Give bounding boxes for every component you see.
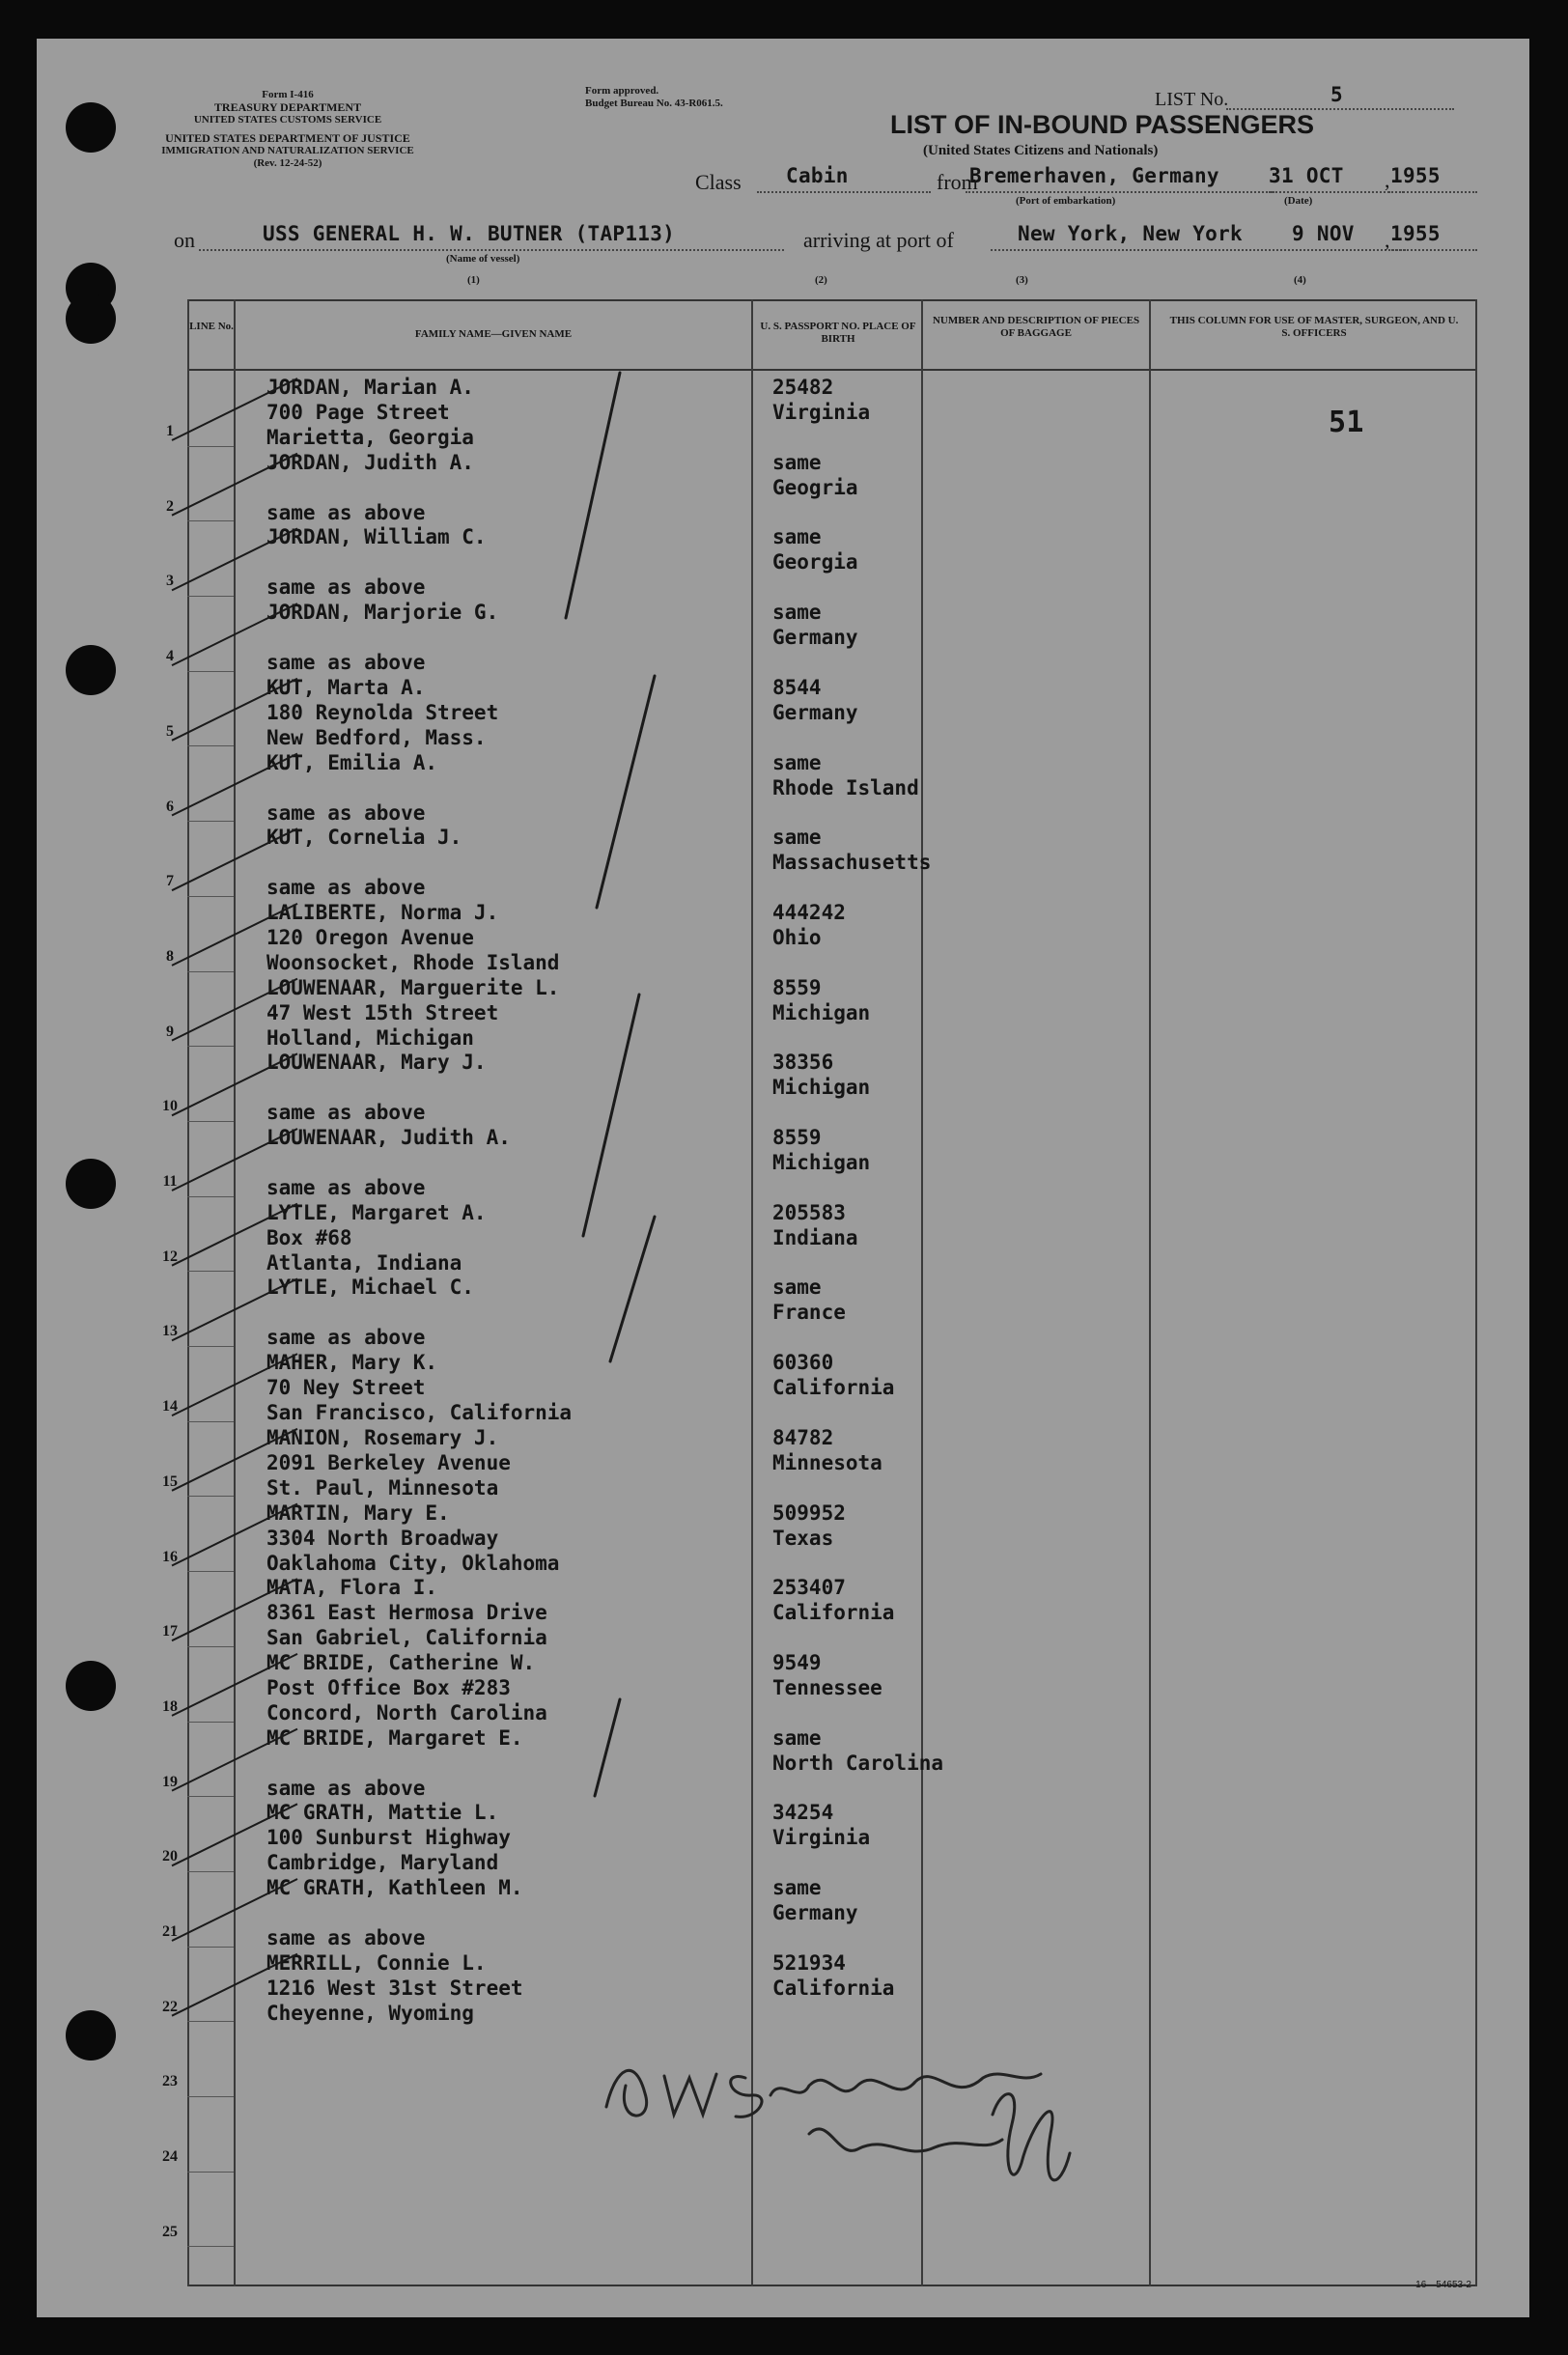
handwritten-marks bbox=[37, 39, 1529, 2317]
header-officers: THIS COLUMN FOR USE OF MASTER, SURGEON, AND U. S. OFFICERS bbox=[1169, 315, 1459, 339]
class-value: Cabin bbox=[786, 164, 849, 187]
place-of-birth: Minnesota bbox=[772, 1450, 882, 1474]
line-number: 20 bbox=[162, 1848, 178, 1865]
passport-number: 444242 bbox=[772, 900, 846, 924]
place-of-birth: Germany bbox=[772, 1901, 858, 1924]
arrival-port: New York, New York bbox=[1018, 222, 1243, 245]
passenger-name: MC BRIDE, Margaret E. bbox=[266, 1725, 523, 1750]
passport-number: 84782 bbox=[772, 1425, 834, 1449]
header-passport: U. S. PASSPORT NO. PLACE OF BIRTH bbox=[760, 321, 916, 345]
passenger-name: MC BRIDE, Catherine W. bbox=[266, 1650, 536, 1674]
place-of-birth: Virginia bbox=[772, 401, 871, 424]
page-subtitle: (United States Citizens and Nationals) bbox=[923, 143, 1159, 158]
line-number: 22 bbox=[162, 1998, 178, 2015]
vessel-caption: (Name of vessel) bbox=[446, 253, 520, 265]
tally-stroke bbox=[595, 1699, 620, 1796]
passenger-address: same as above bbox=[266, 651, 426, 675]
passenger-address: 120 Oregon Avenue bbox=[266, 925, 474, 949]
passenger-name: MARTIN, Mary E. bbox=[266, 1500, 450, 1525]
passenger-name: MERRILL, Connie L. bbox=[266, 1950, 487, 1975]
form-agency-block: Form I-416 TREASURY DEPARTMENT UNITED STATES CUSTOMS SERVICE UNITED STATES DEPARTMENT OF JUSTICE IMMIGRATION AND NATURALIZATION SERVICE (Rev. 12-24-52) bbox=[161, 89, 414, 169]
date-caption: (Date) bbox=[1284, 195, 1313, 207]
passport-number: 509952 bbox=[772, 1500, 846, 1525]
passport-number: 60360 bbox=[772, 1351, 834, 1375]
passenger-address: 180 Reynolda Street bbox=[266, 700, 499, 724]
passport-number: 205583 bbox=[772, 1200, 846, 1224]
line-number: 23 bbox=[162, 2073, 178, 2090]
passenger-list-sheet: Form I-416 TREASURY DEPARTMENT UNITED STATES CUSTOMS SERVICE UNITED STATES DEPARTMENT OF JUSTICE IMMIGRATION AND NATURALIZATION SERVICE (Rev. 12-24-52) Form approved. Budget Bureau No. 43-R061.5. LIST No. 5 LIST OF IN-BOUND PASSENGERS (United States Citizens and Nationals) Class Cabin from Bremerhaven, Germany 31 OCT , 1955 (Port of embarkation) (Date) on USS GENERAL H. W. BUTNER (TAP113) (Name of vessel) arriving at port of New York, New York 9 NOV , 1955 (1) (2) (3) (4) LINE No. FAMILY NAME—GIVEN NAME U. S. PASSPORT NO. PLACE OF BIRTH NUMBER AND DESCRIPTION OF PIECES OF BAGGAGE THIS COLUMN FOR USE OF MASTER, SURGEON, AND U. S. OFFICERS 51 1 JORDAN, Marian A. 700 Page Street Marietta, Georgia 25482 Virginia 2 JORDAN, Judith A. same as above same Geogria 3 JORDAN, William C. same as above same Georgia 4 JORDAN, Marjorie G. same as above same Germany 5 KUT, Marta A. 180 Reynolda Street New Bedford, Mass. 8544 Germany 6 KUT, Emilia A. same as above same Rhode Island 7 KUT, Cornelia J. same as above same Massachusetts 8 LALIBERTE, Norma J. 120 Oregon Avenue Woonsocket, Rhode Island 444242 Ohio 9 LOUWENAAR, Marguerite L. 47 West 15th Street Holland, Michigan 8559 Michigan 10 LOUWENAAR, Mary J. same as above 38356 Michigan 11 LOUWENAAR, Judith A. same as above 8559 Michigan 12 LYTLE, Margaret A. Box #68 Atlanta, Indiana 205583 Indiana 13 LYTLE, Michael C. same as above same France 14 MAHER, Mary K. 70 Ney Street San Francisco, California 60360 California 15 MANION, Rosemary J. 2091 Berkeley Avenue St. Paul, Minnesota 84782 Minnesota 16 MARTIN, Mary E. 3304 North Broadway Oaklahoma City, Oklahoma 509952 Texas 17 MATA, Flora I. 8361 East Hermosa Drive San Gabriel, California 253407 California 18 MC BRIDE, Catherine W. Post Office Box #283 Concord, North Carolina 9549 Tennessee 19 MC BRIDE, Margaret E. same as above same North Carolina 20 MC GRATH, Mattie L. 100 Sunburst Highway Cambridge, Maryland 34254 Virginia 21 MC GRATH, Kathleen M. same as above same Germany 22 MERRILL, Connie L. 1216 West 31st Street Cheyenne, Wyoming 521934 California 23 24 25 16—54653-2 bbox=[37, 39, 1529, 2317]
passenger-name: LOUWENAAR, Marguerite L. bbox=[266, 975, 560, 999]
passenger-name: JORDAN, Judith A. bbox=[266, 450, 474, 474]
col-num-4: (4) bbox=[1294, 274, 1306, 286]
line-number: 25 bbox=[162, 2223, 178, 2240]
on-label: on bbox=[174, 228, 195, 252]
passenger-address: 1216 West 31st Street bbox=[266, 1976, 523, 2000]
passenger-name: MATA, Flora I. bbox=[266, 1576, 438, 1600]
passenger-address: 700 Page Street bbox=[266, 401, 450, 424]
passport-number: same bbox=[772, 750, 822, 774]
line-number: 3 bbox=[166, 573, 174, 590]
passport-number: 253407 bbox=[772, 1576, 846, 1600]
passenger-address: 3304 North Broadway bbox=[266, 1526, 499, 1550]
form-approved-note: Form approved. Budget Bureau No. 43-R061.5. bbox=[585, 85, 723, 109]
from-label: from bbox=[937, 170, 978, 194]
signature bbox=[606, 2070, 1070, 2180]
passenger-name: KUT, Marta A. bbox=[266, 675, 426, 699]
col-num-3: (3) bbox=[1016, 274, 1028, 286]
passport-number: same bbox=[772, 826, 822, 850]
footer-code: 16—54653-2 bbox=[1415, 2280, 1471, 2290]
passenger-address: Woonsocket, Rhode Island bbox=[266, 950, 560, 974]
tally-stroke bbox=[597, 676, 655, 908]
passenger-address: 100 Sunburst Highway bbox=[266, 1826, 511, 1850]
passenger-address: 2091 Berkeley Avenue bbox=[266, 1450, 511, 1474]
line-number: 5 bbox=[166, 722, 174, 740]
tally-stroke bbox=[583, 995, 639, 1236]
passport-number: 8559 bbox=[772, 1126, 822, 1149]
place-of-birth: North Carolina bbox=[772, 1751, 944, 1775]
passenger-address: Concord, North Carolina bbox=[266, 1700, 547, 1724]
line-number: 24 bbox=[162, 2148, 178, 2166]
passenger-address: San Gabriel, California bbox=[266, 1626, 547, 1650]
passenger-address: Holland, Michigan bbox=[266, 1025, 474, 1050]
place-of-birth: Tennessee bbox=[772, 1675, 882, 1699]
passport-number: same bbox=[772, 1876, 822, 1899]
class-label: Class bbox=[695, 170, 742, 194]
header-name: FAMILY NAME—GIVEN NAME bbox=[414, 328, 573, 340]
passenger-address: New Bedford, Mass. bbox=[266, 725, 487, 749]
place-of-birth: California bbox=[772, 1601, 895, 1625]
passenger-name: LALIBERTE, Norma J. bbox=[266, 900, 499, 924]
check-mark-strokes bbox=[172, 378, 297, 2016]
passport-number: 8559 bbox=[772, 975, 822, 999]
line-number: 14 bbox=[162, 1398, 178, 1416]
passport-number: 34254 bbox=[772, 1801, 834, 1825]
passenger-name: JORDAN, Marian A. bbox=[266, 376, 474, 399]
passenger-name: JORDAN, William C. bbox=[266, 525, 487, 549]
embarkation-year: 1955 bbox=[1390, 164, 1441, 187]
place-of-birth: France bbox=[772, 1301, 846, 1325]
passenger-name: LYTLE, Michael C. bbox=[266, 1276, 474, 1300]
passenger-name: KUT, Cornelia J. bbox=[266, 826, 462, 850]
passport-number: same bbox=[772, 1725, 822, 1750]
officer-note-count: 51 bbox=[1329, 406, 1364, 439]
passenger-address: same as above bbox=[266, 1176, 426, 1199]
place-of-birth: Virginia bbox=[772, 1826, 871, 1850]
line-number: 9 bbox=[166, 1023, 174, 1040]
place-of-birth: Ohio bbox=[772, 925, 822, 949]
place-of-birth: Michigan bbox=[772, 1151, 871, 1174]
line-number: 11 bbox=[162, 1173, 178, 1190]
list-number-label: LIST No. bbox=[1155, 89, 1229, 110]
passenger-name: MC GRATH, Mattie L. bbox=[266, 1801, 499, 1825]
list-number-value: 5 bbox=[1330, 83, 1343, 106]
place-of-birth: Rhode Island bbox=[772, 775, 919, 799]
passport-number: 8544 bbox=[772, 675, 822, 699]
place-of-birth: Texas bbox=[772, 1526, 834, 1550]
tally-stroke bbox=[566, 373, 620, 618]
passenger-name: MANION, Rosemary J. bbox=[266, 1425, 499, 1449]
arrival-year: 1955 bbox=[1390, 222, 1441, 245]
passenger-address: 70 Ney Street bbox=[266, 1376, 426, 1400]
passenger-name: JORDAN, Marjorie G. bbox=[266, 601, 499, 625]
passenger-name: MC GRATH, Kathleen M. bbox=[266, 1876, 523, 1899]
vessel-name: USS GENERAL H. W. BUTNER (TAP113) bbox=[263, 222, 676, 245]
passenger-address: Oaklahoma City, Oklahoma bbox=[266, 1551, 560, 1575]
line-number: 7 bbox=[166, 873, 174, 890]
line-number: 1 bbox=[166, 423, 174, 439]
port-of-embarkation: Bremerhaven, Germany bbox=[969, 164, 1219, 187]
line-number: 18 bbox=[162, 1697, 178, 1715]
passport-number: 25482 bbox=[772, 376, 834, 399]
place-of-birth: Germany bbox=[772, 626, 858, 650]
arrival-date: 9 NOV bbox=[1292, 222, 1355, 245]
place-of-birth: Massachusetts bbox=[772, 851, 932, 875]
line-number: 10 bbox=[162, 1098, 178, 1115]
place-of-birth: California bbox=[772, 1976, 895, 2000]
passport-number: 521934 bbox=[772, 1950, 846, 1975]
port-caption: (Port of embarkation) bbox=[1016, 195, 1116, 207]
col-num-2: (2) bbox=[815, 274, 827, 286]
passenger-address: St. Paul, Minnesota bbox=[266, 1475, 499, 1500]
passenger-address: Cambridge, Maryland bbox=[266, 1851, 499, 1875]
tally-stroke bbox=[610, 1217, 655, 1361]
passenger-address: Cheyenne, Wyoming bbox=[266, 2001, 474, 2025]
page-title: LIST OF IN-BOUND PASSENGERS bbox=[890, 110, 1315, 139]
passport-number: same bbox=[772, 601, 822, 625]
line-number: 6 bbox=[166, 798, 174, 815]
passport-number: same bbox=[772, 525, 822, 549]
line-number: 4 bbox=[166, 648, 174, 665]
passenger-address: 8361 East Hermosa Drive bbox=[266, 1601, 547, 1625]
passport-number: 9549 bbox=[772, 1650, 822, 1674]
passenger-address: same as above bbox=[266, 876, 426, 900]
passenger-address: Atlanta, Indiana bbox=[266, 1250, 462, 1275]
col-num-1: (1) bbox=[467, 274, 480, 286]
line-number: 12 bbox=[162, 1248, 178, 1265]
passenger-address: same as above bbox=[266, 500, 426, 524]
passenger-address: same as above bbox=[266, 1326, 426, 1350]
line-number: 16 bbox=[162, 1548, 178, 1565]
line-number: 19 bbox=[162, 1773, 178, 1790]
line-number: 15 bbox=[162, 1472, 178, 1490]
passport-number: same bbox=[772, 1276, 822, 1300]
passenger-name: LOUWENAAR, Mary J. bbox=[266, 1051, 487, 1075]
place-of-birth: Germany bbox=[772, 700, 858, 724]
place-of-birth: Geogria bbox=[772, 475, 858, 499]
place-of-birth: California bbox=[772, 1376, 895, 1400]
embarkation-date: 31 OCT bbox=[1269, 164, 1344, 187]
passenger-address: same as above bbox=[266, 575, 426, 600]
passenger-name: LYTLE, Margaret A. bbox=[266, 1200, 487, 1224]
passenger-name: LOUWENAAR, Judith A. bbox=[266, 1126, 511, 1149]
passport-number: same bbox=[772, 450, 822, 474]
passenger-address: same as above bbox=[266, 1776, 426, 1800]
place-of-birth: Michigan bbox=[772, 1000, 871, 1024]
line-number: 13 bbox=[162, 1323, 178, 1340]
arriving-label: arriving at port of bbox=[803, 228, 954, 252]
passenger-address: same as above bbox=[266, 1101, 426, 1125]
passenger-address: Post Office Box #283 bbox=[266, 1675, 511, 1699]
passenger-name: KUT, Emilia A. bbox=[266, 750, 438, 774]
passenger-address: same as above bbox=[266, 800, 426, 825]
passenger-name: MAHER, Mary K. bbox=[266, 1351, 438, 1375]
header-line-no: LINE No. bbox=[189, 321, 234, 332]
line-number: 2 bbox=[166, 497, 174, 515]
passenger-address: Marietta, Georgia bbox=[266, 426, 474, 449]
passenger-address: 47 West 15th Street bbox=[266, 1000, 499, 1024]
passport-number: 38356 bbox=[772, 1051, 834, 1075]
place-of-birth: Michigan bbox=[772, 1076, 871, 1100]
header-baggage: NUMBER AND DESCRIPTION OF PIECES OF BAGGAGE bbox=[932, 315, 1140, 339]
passenger-address: same as above bbox=[266, 1926, 426, 1949]
passenger-address: Box #68 bbox=[266, 1225, 352, 1249]
passenger-address: San Francisco, California bbox=[266, 1401, 573, 1425]
line-number: 17 bbox=[162, 1623, 178, 1640]
place-of-birth: Indiana bbox=[772, 1225, 858, 1249]
line-number: 21 bbox=[162, 1923, 178, 1940]
line-number: 8 bbox=[166, 947, 174, 965]
place-of-birth: Georgia bbox=[772, 550, 858, 575]
